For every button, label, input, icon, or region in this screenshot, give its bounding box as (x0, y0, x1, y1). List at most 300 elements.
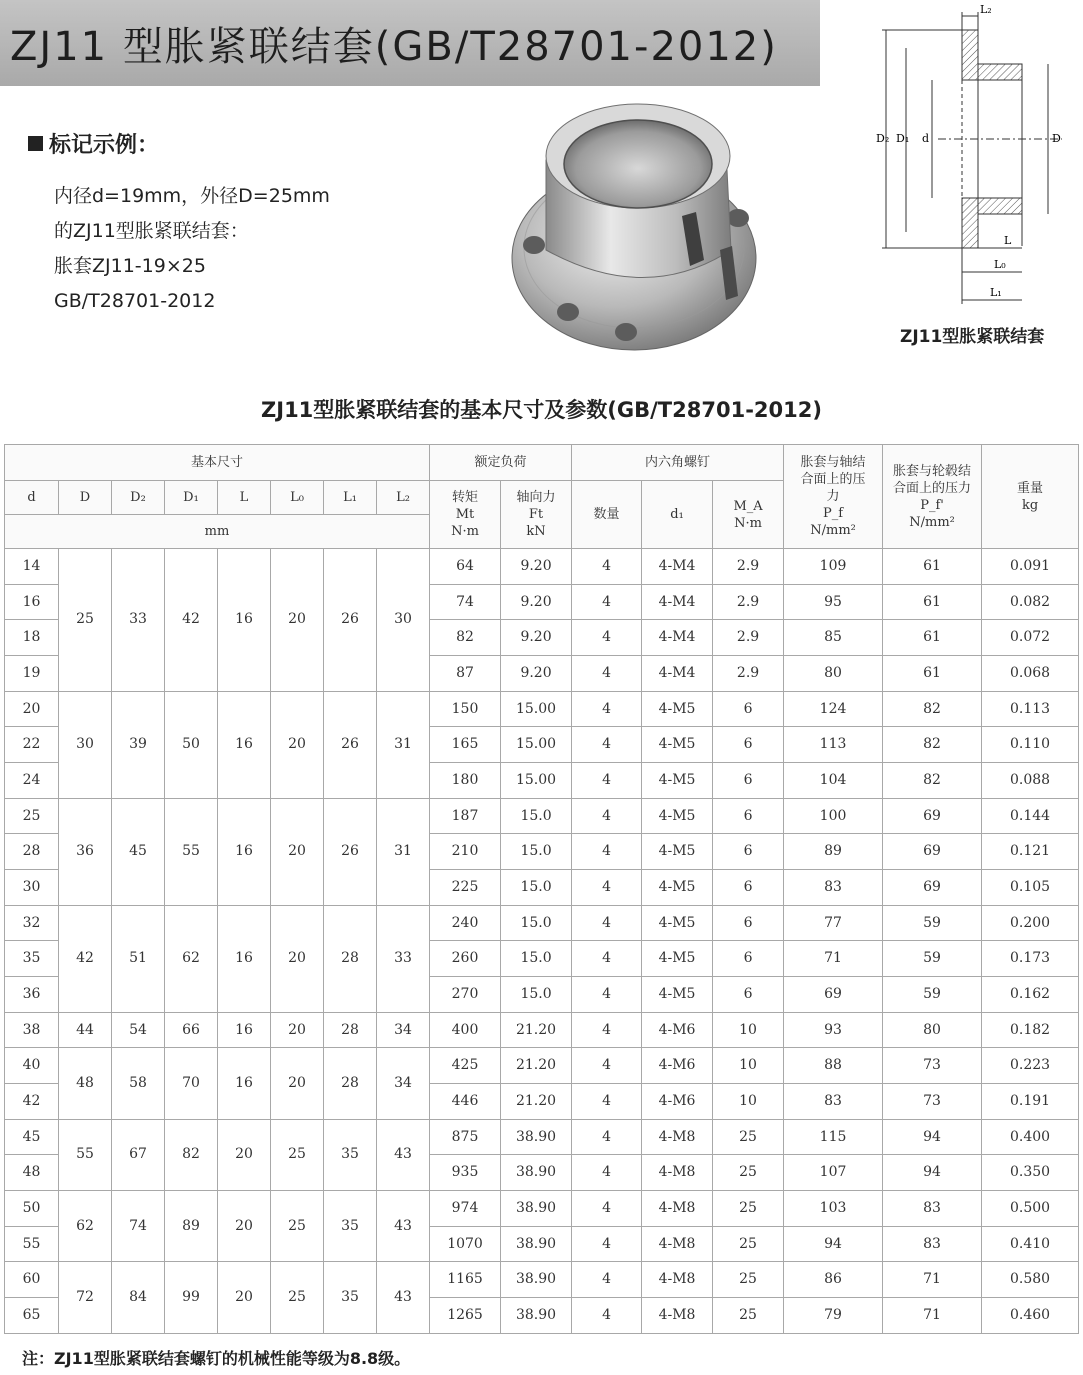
cell-quantity: 4 (572, 1191, 642, 1227)
header-pf-prime-unit: N/mm² (909, 514, 955, 530)
cell-weight: 0.088 (982, 763, 1079, 799)
cell-axial-force: 38.90 (501, 1191, 572, 1227)
cell-quantity: 4 (572, 1119, 642, 1155)
cell-torque: 1165 (430, 1262, 501, 1298)
cell-shaft-pressure: 100 (784, 798, 883, 834)
cell-shaft-pressure: 103 (784, 1191, 883, 1227)
cell-L2: 34 (377, 1012, 430, 1048)
cell-D: 25 (59, 549, 112, 692)
cell-screw-size: 4-M4 (642, 620, 713, 656)
cell-L1: 28 (324, 1048, 377, 1119)
cell-quantity: 4 (572, 941, 642, 977)
cell-hub-pressure: 69 (883, 870, 982, 906)
header-axial-unit: kN (526, 524, 546, 539)
cell-L0: 20 (271, 549, 324, 692)
cell-d: 42 (5, 1084, 59, 1120)
cell-D2: 33 (112, 549, 165, 692)
cell-tightening-torque: 25 (713, 1226, 784, 1262)
cell-tightening-torque: 2.9 (713, 620, 784, 656)
cell-D2: 67 (112, 1119, 165, 1190)
cell-axial-force: 21.20 (501, 1012, 572, 1048)
header-hub-pressure (883, 445, 982, 549)
header-d: d (5, 481, 59, 515)
cell-L2: 31 (377, 691, 430, 798)
cell-weight: 0.110 (982, 727, 1079, 763)
cell-quantity: 4 (572, 727, 642, 763)
header-axial-force (501, 481, 572, 549)
marking-example-line: 内径d=19mm，外径D=25mm (54, 185, 330, 207)
header-axial-label: 轴向力 (516, 490, 556, 505)
cell-weight: 0.400 (982, 1119, 1079, 1155)
cell-quantity: 4 (572, 1226, 642, 1262)
cell-weight: 0.113 (982, 691, 1079, 727)
header-weight (982, 445, 1079, 549)
cell-L2: 30 (377, 549, 430, 692)
footnote: 注：ZJ11型胀紧联结套螺钉的机械性能等级为8.8级。 (22, 1349, 411, 1368)
cell-L2: 34 (377, 1048, 430, 1119)
page-title: ZJ11 型胀紧联结套(GB/T28701-2012) (10, 23, 778, 70)
cell-shaft-pressure: 109 (784, 549, 883, 585)
cell-tightening-torque: 6 (713, 691, 784, 727)
cell-shaft-pressure: 88 (784, 1048, 883, 1084)
cell-hub-pressure: 61 (883, 656, 982, 692)
drawing-label-l0: L₀ (994, 258, 1006, 271)
cell-weight: 0.182 (982, 1012, 1079, 1048)
table-row (5, 798, 1079, 834)
cell-axial-force: 9.20 (501, 620, 572, 656)
cell-L: 16 (218, 691, 271, 798)
cell-L1: 35 (324, 1119, 377, 1190)
cell-L0: 25 (271, 1119, 324, 1190)
cell-tightening-torque: 6 (713, 763, 784, 799)
cell-axial-force: 15.00 (501, 691, 572, 727)
cell-L2: 43 (377, 1191, 430, 1262)
flange-sleeve-image (506, 100, 776, 360)
cell-axial-force: 15.0 (501, 834, 572, 870)
product-photo (506, 100, 776, 360)
header-pf-prime: P_f' (920, 497, 944, 513)
cross-section-drawing (862, 2, 1072, 320)
cell-L1: 26 (324, 549, 377, 692)
cell-tightening-torque: 6 (713, 834, 784, 870)
cell-shaft-pressure: 79 (784, 1298, 883, 1334)
cell-quantity: 4 (572, 763, 642, 799)
cell-tightening-torque: 25 (713, 1298, 784, 1334)
cell-tightening-torque: 25 (713, 1262, 784, 1298)
cell-quantity: 4 (572, 1298, 642, 1334)
cell-D: 62 (59, 1191, 112, 1262)
drawing-label-l2: L₂ (980, 3, 992, 16)
cell-hub-pressure: 73 (883, 1048, 982, 1084)
cell-D: 42 (59, 905, 112, 1012)
cell-shaft-pressure: 93 (784, 1012, 883, 1048)
cell-shaft-pressure: 124 (784, 691, 883, 727)
cell-shaft-pressure: 86 (784, 1262, 883, 1298)
header-L: L (218, 481, 271, 515)
cell-screw-size: 4-M4 (642, 656, 713, 692)
cell-shaft-pressure: 71 (784, 941, 883, 977)
drawing-label-d1: D₁ (896, 132, 910, 145)
cell-tightening-torque: 2.9 (713, 656, 784, 692)
header-pf: P_f (823, 506, 844, 521)
cell-axial-force: 15.0 (501, 798, 572, 834)
cell-axial-force: 9.20 (501, 656, 572, 692)
cell-weight: 0.500 (982, 1191, 1079, 1227)
cell-torque: 270 (430, 977, 501, 1013)
cell-tightening-torque: 10 (713, 1084, 784, 1120)
cell-torque: 935 (430, 1155, 501, 1191)
cell-quantity: 4 (572, 977, 642, 1013)
header-rated-load: 额定负荷 (430, 445, 572, 481)
cell-hub-pressure: 69 (883, 798, 982, 834)
cell-L0: 20 (271, 1048, 324, 1119)
cell-weight: 0.191 (982, 1084, 1079, 1120)
cell-weight: 0.460 (982, 1298, 1079, 1334)
cell-quantity: 4 (572, 798, 642, 834)
cell-axial-force: 15.0 (501, 941, 572, 977)
cell-D1: 42 (165, 549, 218, 692)
cell-D1: 89 (165, 1191, 218, 1262)
cell-D1: 99 (165, 1262, 218, 1334)
cell-screw-size: 4-M5 (642, 870, 713, 906)
cell-axial-force: 15.00 (501, 727, 572, 763)
cell-d: 55 (5, 1226, 59, 1262)
cell-L0: 20 (271, 691, 324, 798)
header-MA (713, 481, 784, 549)
cell-weight: 0.173 (982, 941, 1079, 977)
cell-D2: 45 (112, 798, 165, 905)
cell-torque: 400 (430, 1012, 501, 1048)
cell-d: 36 (5, 977, 59, 1013)
cell-D: 55 (59, 1119, 112, 1190)
cell-axial-force: 15.0 (501, 977, 572, 1013)
drawing-label-d: d (922, 132, 930, 145)
marking-example-line: GB/T28701-2012 (54, 290, 216, 312)
spec-table (4, 444, 1079, 1334)
cell-d: 40 (5, 1048, 59, 1084)
cell-D1: 50 (165, 691, 218, 798)
cell-tightening-torque: 25 (713, 1155, 784, 1191)
cell-d: 28 (5, 834, 59, 870)
cell-D1: 55 (165, 798, 218, 905)
cell-torque: 974 (430, 1191, 501, 1227)
cell-torque: 875 (430, 1119, 501, 1155)
cell-axial-force: 9.20 (501, 584, 572, 620)
cell-d: 50 (5, 1191, 59, 1227)
cell-d: 45 (5, 1119, 59, 1155)
table-row (5, 1119, 1079, 1155)
drawing-caption: ZJ11型胀紧联结套 (900, 327, 1045, 347)
cell-d: 20 (5, 691, 59, 727)
cell-L1: 35 (324, 1191, 377, 1262)
cell-shaft-pressure: 95 (784, 584, 883, 620)
cell-torque: 150 (430, 691, 501, 727)
cell-L0: 25 (271, 1191, 324, 1262)
cell-shaft-pressure: 80 (784, 656, 883, 692)
cell-shaft-pressure: 94 (784, 1226, 883, 1262)
spec-table-body (5, 549, 1079, 1334)
cell-torque: 425 (430, 1048, 501, 1084)
cell-screw-size: 4-M5 (642, 834, 713, 870)
cell-quantity: 4 (572, 549, 642, 585)
cell-shaft-pressure: 77 (784, 905, 883, 941)
cell-hub-pressure: 82 (883, 727, 982, 763)
cell-weight: 0.350 (982, 1155, 1079, 1191)
cell-d: 38 (5, 1012, 59, 1048)
cell-torque: 64 (430, 549, 501, 585)
header-shaft-pressure-text: 胀套与轴结合面上的压力 (800, 455, 866, 504)
cell-torque: 225 (430, 870, 501, 906)
square-bullet-icon (28, 136, 43, 151)
cell-L1: 35 (324, 1262, 377, 1334)
cell-L: 16 (218, 549, 271, 692)
cell-screw-size: 4-M6 (642, 1084, 713, 1120)
cell-tightening-torque: 6 (713, 941, 784, 977)
cell-D: 44 (59, 1012, 112, 1048)
cell-axial-force: 38.90 (501, 1155, 572, 1191)
marking-example-heading (28, 128, 498, 159)
cell-hub-pressure: 59 (883, 941, 982, 977)
cell-quantity: 4 (572, 584, 642, 620)
cell-d: 19 (5, 656, 59, 692)
cell-torque: 87 (430, 656, 501, 692)
cell-screw-size: 4-M8 (642, 1262, 713, 1298)
cell-D: 48 (59, 1048, 112, 1119)
cell-screw-size: 4-M6 (642, 1012, 713, 1048)
cell-d: 35 (5, 941, 59, 977)
header-d1: d₁ (642, 481, 713, 549)
header-L0: L₀ (271, 481, 324, 515)
cell-quantity: 4 (572, 620, 642, 656)
cell-axial-force: 9.20 (501, 549, 572, 585)
drawing-label-L: L (1004, 234, 1012, 247)
cell-torque: 240 (430, 905, 501, 941)
cell-screw-size: 4-M8 (642, 1119, 713, 1155)
cell-axial-force: 38.90 (501, 1226, 572, 1262)
cell-shaft-pressure: 83 (784, 870, 883, 906)
marking-example-line: 的ZJ11型胀紧联结套： (54, 220, 249, 242)
cell-d: 24 (5, 763, 59, 799)
cell-screw-size: 4-M8 (642, 1226, 713, 1262)
cell-quantity: 4 (572, 1012, 642, 1048)
cell-quantity: 4 (572, 1048, 642, 1084)
cell-d: 65 (5, 1298, 59, 1334)
cell-weight: 0.068 (982, 656, 1079, 692)
marking-example-line: 胀套ZJ11-19×25 (54, 255, 206, 277)
cell-L: 20 (218, 1119, 271, 1190)
cell-shaft-pressure: 83 (784, 1084, 883, 1120)
cell-d: 22 (5, 727, 59, 763)
cell-torque: 165 (430, 727, 501, 763)
cell-axial-force: 21.20 (501, 1084, 572, 1120)
cell-hub-pressure: 61 (883, 620, 982, 656)
cell-tightening-torque: 25 (713, 1119, 784, 1155)
header-basic-dimensions: 基本尺寸 (5, 445, 430, 481)
cell-weight: 0.105 (982, 870, 1079, 906)
cell-axial-force: 38.90 (501, 1262, 572, 1298)
cell-shaft-pressure: 107 (784, 1155, 883, 1191)
header-MA-label: M_A (733, 498, 763, 514)
header-torque (430, 481, 501, 549)
cell-L2: 43 (377, 1119, 430, 1190)
cell-D: 36 (59, 798, 112, 905)
cell-weight: 0.144 (982, 798, 1079, 834)
cell-tightening-torque: 10 (713, 1012, 784, 1048)
header-hex-screw: 内六角螺钉 (572, 445, 784, 481)
cell-hub-pressure: 80 (883, 1012, 982, 1048)
header-torque-symbol: Mt (455, 507, 475, 522)
cell-tightening-torque: 25 (713, 1191, 784, 1227)
header-axial-symbol: Ft (528, 507, 544, 522)
cell-L2: 43 (377, 1262, 430, 1334)
cell-D: 72 (59, 1262, 112, 1334)
cell-D2: 39 (112, 691, 165, 798)
cell-tightening-torque: 6 (713, 870, 784, 906)
cell-axial-force: 21.20 (501, 1048, 572, 1084)
cell-screw-size: 4-M5 (642, 691, 713, 727)
table-row (5, 549, 1079, 585)
cell-hub-pressure: 94 (883, 1119, 982, 1155)
cell-weight: 0.223 (982, 1048, 1079, 1084)
header-shaft-pressure (784, 445, 883, 549)
cell-L1: 26 (324, 798, 377, 905)
drawing-label-D: D (1052, 132, 1061, 145)
cell-L: 20 (218, 1191, 271, 1262)
cell-L: 16 (218, 905, 271, 1012)
cell-D: 30 (59, 691, 112, 798)
cell-D2: 74 (112, 1191, 165, 1262)
marking-example-heading-text: 标记示例： (49, 133, 160, 158)
cell-quantity: 4 (572, 870, 642, 906)
cell-shaft-pressure: 69 (784, 977, 883, 1013)
drawing-label-l1: L₁ (990, 286, 1002, 299)
marking-example (28, 128, 498, 319)
cell-screw-size: 4-M4 (642, 549, 713, 585)
header-torque-unit: N·m (451, 524, 479, 539)
cell-hub-pressure: 82 (883, 691, 982, 727)
cell-torque: 74 (430, 584, 501, 620)
cell-axial-force: 38.90 (501, 1119, 572, 1155)
table-title: ZJ11型胀紧联结套的基本尺寸及参数(GB/T28701-2012) (261, 398, 822, 422)
cell-weight: 0.162 (982, 977, 1079, 1013)
technical-drawing (862, 2, 1072, 320)
cell-L0: 20 (271, 905, 324, 1012)
header-L2: L₂ (377, 481, 430, 515)
cell-D2: 58 (112, 1048, 165, 1119)
cell-d: 30 (5, 870, 59, 906)
cell-screw-size: 4-M6 (642, 1048, 713, 1084)
table-row (5, 691, 1079, 727)
cell-L2: 31 (377, 798, 430, 905)
cell-hub-pressure: 71 (883, 1262, 982, 1298)
table-row (5, 1191, 1079, 1227)
drawing-label-d2: D₂ (876, 132, 890, 145)
cell-L1: 28 (324, 1012, 377, 1048)
cell-hub-pressure: 73 (883, 1084, 982, 1120)
cell-torque: 260 (430, 941, 501, 977)
cell-torque: 446 (430, 1084, 501, 1120)
cell-tightening-torque: 2.9 (713, 549, 784, 585)
header-hub-pressure-text: 胀套与轮毂结合面上的压力 (893, 463, 972, 496)
cell-torque: 180 (430, 763, 501, 799)
cell-D1: 70 (165, 1048, 218, 1119)
cell-weight: 0.580 (982, 1262, 1079, 1298)
cell-shaft-pressure: 115 (784, 1119, 883, 1155)
cell-L: 16 (218, 1048, 271, 1119)
cell-D2: 51 (112, 905, 165, 1012)
cell-screw-size: 4-M5 (642, 977, 713, 1013)
header-torque-label: 转矩 (452, 490, 479, 505)
cell-hub-pressure: 59 (883, 905, 982, 941)
cell-screw-size: 4-M4 (642, 584, 713, 620)
cell-weight: 0.091 (982, 549, 1079, 585)
cell-tightening-torque: 6 (713, 905, 784, 941)
cell-hub-pressure: 61 (883, 549, 982, 585)
header-D1: D₁ (165, 481, 218, 515)
cell-weight: 0.200 (982, 905, 1079, 941)
cell-hub-pressure: 59 (883, 977, 982, 1013)
cell-weight: 0.082 (982, 584, 1079, 620)
cell-hub-pressure: 83 (883, 1226, 982, 1262)
cell-tightening-torque: 2.9 (713, 584, 784, 620)
cell-D1: 66 (165, 1012, 218, 1048)
header-D2: D₂ (112, 481, 165, 515)
cell-axial-force: 15.0 (501, 905, 572, 941)
cell-D1: 62 (165, 905, 218, 1012)
cell-L1: 28 (324, 905, 377, 1012)
header-L1: L₁ (324, 481, 377, 515)
cell-L: 20 (218, 1262, 271, 1334)
cell-screw-size: 4-M5 (642, 798, 713, 834)
cell-torque: 210 (430, 834, 501, 870)
cell-torque: 82 (430, 620, 501, 656)
cell-quantity: 4 (572, 1262, 642, 1298)
cell-d: 25 (5, 798, 59, 834)
cell-quantity: 4 (572, 691, 642, 727)
table-row (5, 905, 1079, 941)
cell-quantity: 4 (572, 834, 642, 870)
cell-hub-pressure: 83 (883, 1191, 982, 1227)
cell-axial-force: 15.0 (501, 870, 572, 906)
cell-d: 18 (5, 620, 59, 656)
table-row (5, 1012, 1079, 1048)
cell-shaft-pressure: 89 (784, 834, 883, 870)
cell-D2: 54 (112, 1012, 165, 1048)
cell-D2: 84 (112, 1262, 165, 1334)
cell-axial-force: 38.90 (501, 1298, 572, 1334)
cell-torque: 187 (430, 798, 501, 834)
header-quantity: 数量 (572, 481, 642, 549)
header-pf-unit: N/mm² (810, 523, 856, 538)
cell-L: 16 (218, 1012, 271, 1048)
header-MA-unit: N·m (734, 515, 762, 531)
cell-L2: 33 (377, 905, 430, 1012)
cell-screw-size: 4-M8 (642, 1155, 713, 1191)
cell-L1: 26 (324, 691, 377, 798)
cell-tightening-torque: 10 (713, 1048, 784, 1084)
cell-shaft-pressure: 104 (784, 763, 883, 799)
cell-L0: 25 (271, 1262, 324, 1334)
cell-hub-pressure: 69 (883, 834, 982, 870)
cell-L0: 20 (271, 1012, 324, 1048)
cell-quantity: 4 (572, 1084, 642, 1120)
cell-torque: 1070 (430, 1226, 501, 1262)
header-weight-unit: kg (1021, 497, 1039, 513)
cell-tightening-torque: 6 (713, 727, 784, 763)
cell-torque: 1265 (430, 1298, 501, 1334)
header-mm-unit: mm (5, 515, 430, 549)
cell-screw-size: 4-M5 (642, 905, 713, 941)
